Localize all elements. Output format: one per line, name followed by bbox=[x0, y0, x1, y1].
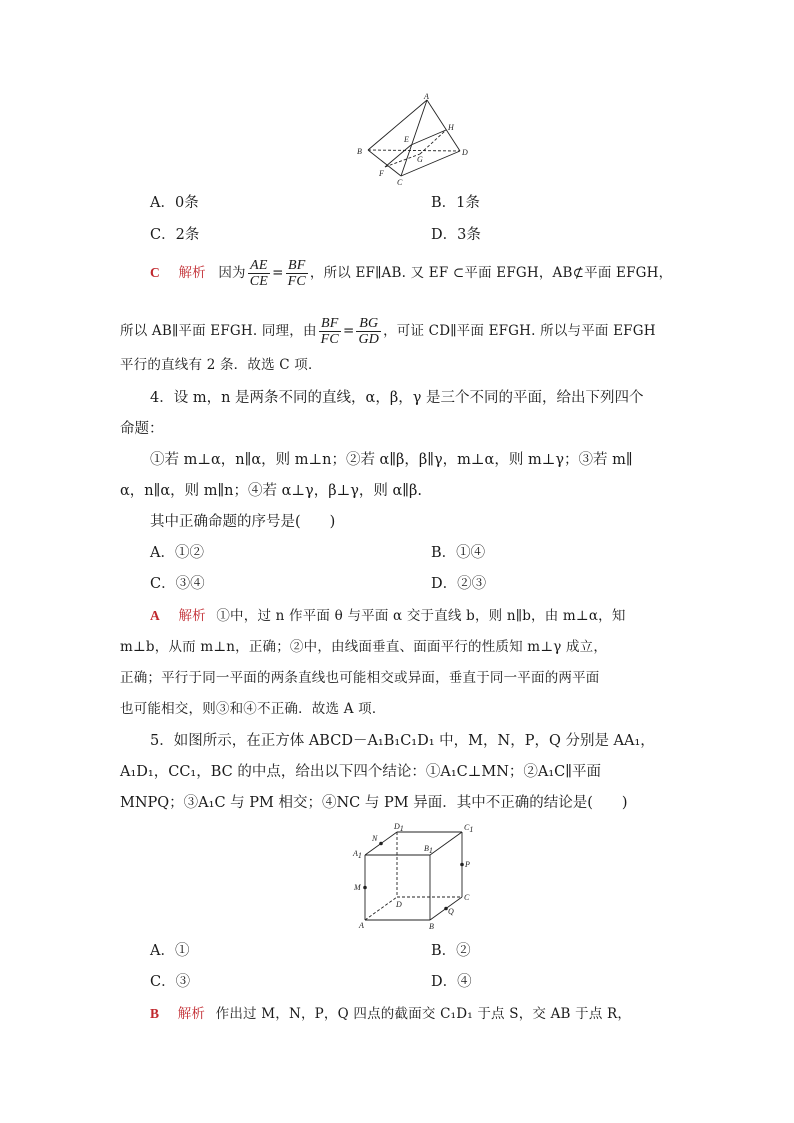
label-b1: B1 bbox=[424, 844, 433, 855]
q5-option-a[interactable]: A．① bbox=[150, 943, 190, 959]
q4-sol-l1: ①中，过 n 作平面 θ 与平面 α 交于直线 b，则 n∥b，由 m⊥α，知 bbox=[216, 608, 626, 624]
label-m: M bbox=[354, 883, 361, 892]
q3-option-c[interactable]: C．2条 bbox=[150, 227, 200, 243]
q3-sol-l2-pre: 所以 AB∥平面 EFGH. 同理，由 bbox=[120, 323, 317, 339]
q3-sol-l2-rest: ，可证 CD∥平面 EFGH. 所以与平面 EFGH bbox=[383, 323, 656, 339]
cube-svg bbox=[345, 820, 480, 935]
label-b: B bbox=[357, 147, 362, 156]
q4-solution-line-1 bbox=[150, 606, 626, 626]
q4-stem-line-2: 命题： bbox=[120, 421, 164, 437]
point-p bbox=[460, 863, 464, 867]
q4-solution-line-2: m⊥b，从而 m⊥n，正确；②中，由线面垂直、面面平行的性质知 m⊥γ 成立， bbox=[120, 639, 608, 655]
q3-sol-pre: 因为 bbox=[218, 265, 246, 281]
label-a: A bbox=[359, 921, 364, 930]
q4-stem-line-3: ①若 m⊥α，n∥α，则 m⊥n；②若 α∥β，β∥γ，m⊥α，则 m⊥γ；③若 m∥ bbox=[150, 452, 633, 468]
q3-option-d[interactable]: D．3条 bbox=[431, 227, 481, 243]
q5-jiexi-label: 解析 bbox=[177, 1006, 206, 1022]
tetrahedron-figure bbox=[350, 92, 480, 187]
label-g: G bbox=[417, 155, 423, 164]
q4-solution-line-3: 正确；平行于同一平面的两条直线也可能相交或异面，垂直于同一平面的两平面 bbox=[120, 670, 600, 686]
q4-option-b[interactable]: B．①④ bbox=[431, 545, 486, 561]
equals-sign-2: = bbox=[342, 323, 355, 339]
q3-option-a[interactable]: A．0条 bbox=[150, 195, 199, 211]
label-a: A bbox=[424, 92, 429, 101]
q5-option-c[interactable]: C．③ bbox=[150, 974, 191, 990]
q4-jiexi-label: 解析 bbox=[178, 608, 206, 624]
equals-sign: = bbox=[272, 265, 284, 281]
edge-cd bbox=[401, 151, 460, 176]
fraction-bg-gd: $\frac{BG}{GD}$ bbox=[358, 316, 380, 347]
fraction-ae-ce: $\frac{AE}{CE}$ bbox=[249, 258, 269, 289]
q4-option-c[interactable]: C．③④ bbox=[150, 576, 205, 592]
q5-option-d[interactable]: D．④ bbox=[431, 974, 472, 990]
q4-stem-line-4: α，n∥α，则 m∥n；④若 α⊥γ，β⊥γ，则 α∥β. bbox=[120, 483, 422, 499]
q3-sol-l1-rest: ，所以 EF∥AB. 又 EF ⊂平面 EFGH，AB⊄平面 EFGH， bbox=[309, 265, 673, 281]
edge-bd bbox=[368, 150, 460, 151]
q5-solution-line-1 bbox=[150, 1004, 631, 1024]
q3-solution-line-3: 平行的直线有 2 条．故选 C 项． bbox=[120, 357, 322, 373]
q4-answer: A bbox=[150, 608, 160, 623]
label-c1: C1 bbox=[464, 823, 474, 834]
q3-solution-line-1 bbox=[150, 258, 672, 289]
point-m bbox=[363, 886, 367, 890]
fraction-bf-fc: $\frac{BF}{FC}$ bbox=[287, 258, 306, 289]
label-b: B bbox=[429, 922, 434, 931]
point-n bbox=[379, 842, 383, 846]
segment-fg bbox=[385, 154, 420, 167]
tetrahedron-svg bbox=[350, 92, 480, 187]
label-e: E bbox=[404, 135, 409, 144]
q5-answer: B bbox=[150, 1006, 160, 1021]
q5-stem-line-1: 5．如图所示，在正方体 ABCD－A₁B₁C₁D₁ 中，M，N，P，Q 分别是 AA₁， bbox=[150, 733, 655, 749]
q5-stem-line-2: A₁D₁，CC₁，BC 的中点，给出以下四个结论：①A₁C⊥MN；②A₁C∥平面 bbox=[120, 764, 601, 780]
fraction-bf-fc-2: $\frac{BF}{FC}$ bbox=[320, 316, 339, 347]
q5-stem-line-3: MNPQ；③A₁C 与 PM 相交；④NC 与 PM 异面．其中不正确的结论是( ) bbox=[120, 795, 628, 811]
q4-option-d[interactable]: D．②③ bbox=[431, 576, 487, 592]
q3-option-b[interactable]: B．1条 bbox=[431, 195, 480, 211]
q5-option-b[interactable]: B．② bbox=[431, 943, 471, 959]
q3-answer: C bbox=[150, 265, 160, 280]
q3-solution-line-2 bbox=[120, 316, 656, 347]
label-a1: A1 bbox=[353, 849, 362, 860]
q4-option-a[interactable]: A．①② bbox=[150, 545, 204, 561]
label-c: C bbox=[464, 893, 470, 902]
edge-ad bbox=[365, 897, 397, 920]
q5-sol-l1: 作出过 M，N，P，Q 四点的截面交 C₁D₁ 于点 S，交 AB 于点 R， bbox=[215, 1006, 632, 1022]
label-q: Q bbox=[448, 907, 454, 916]
label-c: C bbox=[397, 178, 403, 187]
q4-solution-line-4: 也可能相交，则③和④不正确．故选 A 项． bbox=[120, 701, 386, 717]
label-h: H bbox=[448, 123, 454, 132]
q4-stem-line-1: 4．设 m，n 是两条不同的直线，α，β，γ 是三个不同的平面，给出下列四个 bbox=[150, 390, 644, 406]
segment-ef bbox=[385, 145, 411, 167]
label-f: F bbox=[379, 169, 384, 178]
label-d: D bbox=[462, 148, 468, 157]
q3-jiexi-label: 解析 bbox=[178, 265, 206, 281]
label-n: N bbox=[372, 834, 378, 843]
label-p: P bbox=[465, 860, 470, 869]
label-d: D bbox=[396, 900, 402, 909]
label-d1: D1 bbox=[394, 822, 404, 833]
q4-stem-line-5: 其中正确命题的序号是( ) bbox=[150, 514, 336, 530]
edge-b1c1 bbox=[430, 832, 462, 855]
cube-figure bbox=[345, 820, 480, 935]
